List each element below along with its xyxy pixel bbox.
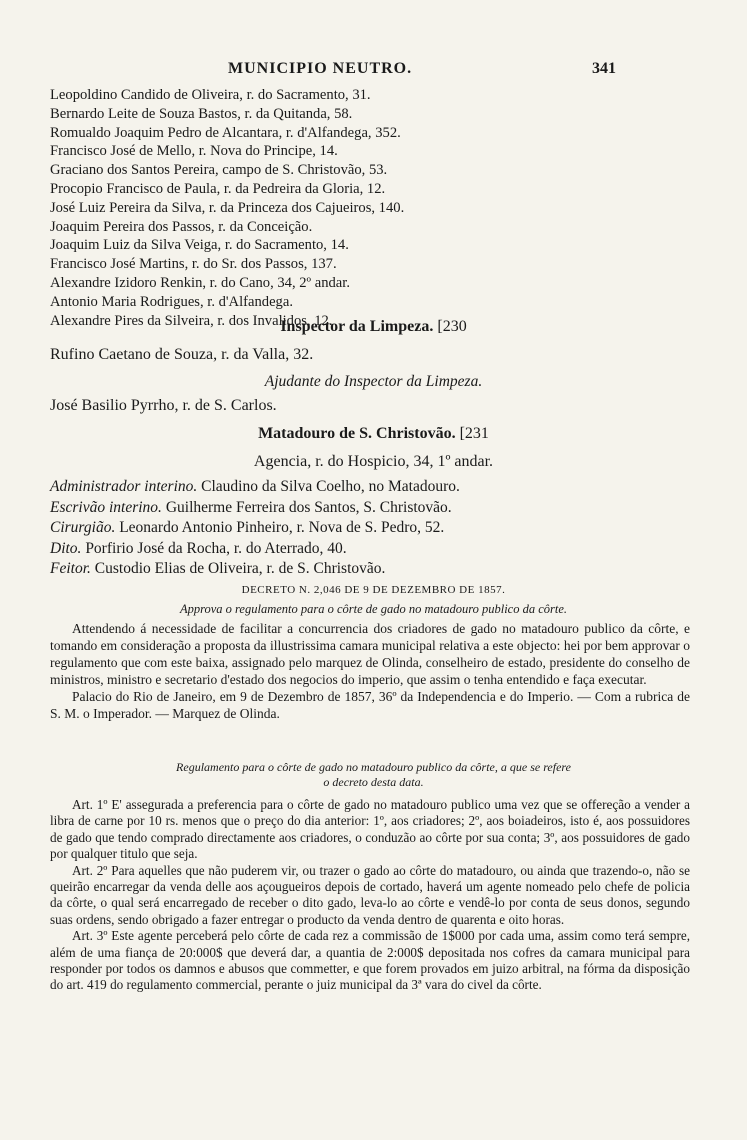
list-item: Joaquim Pereira dos Passos, r. da Conceição. [50, 218, 313, 235]
residents-list [50, 86, 710, 330]
article: Art. 2º Para aquelles que não puderem vir, ou trazer o gado ao côrte do matadouro, ou ainda que trazendo-o, não se queirão encarregar da venda delle aos açougueiros depois de cortado, haverá um agente nomeado pelo chefe de policia da côrte, o qual será encarregado de receber o dito gado, leva-lo ao côrte e vendê-lo por conta de seus donos, segundo suas ordens, sendo obrigado a fazer entregar o producto da venda dentro de quarenta e oito horas. [50, 862, 690, 927]
list-item: Francisco José de Mello, r. Nova do Principe, 14. [50, 143, 338, 160]
list-item: José Luiz Pereira da Silva, r. da Princeza dos Cajueiros, 140. [50, 199, 405, 216]
running-title: MUNICIPIO NEUTRO. [228, 60, 413, 77]
regulamento-title [0, 760, 747, 790]
staff-role: Administrador interino. [50, 478, 198, 495]
staff-list [50, 477, 710, 580]
staff-role: Dito. [50, 539, 82, 557]
staff-text: Claudino da Silva Coelho, no Matadouro. [197, 478, 460, 495]
regulamento-title-line: o decreto desta data. [323, 775, 424, 789]
decreto-title: DECRETO N. 2,046 DE 9 DE DEZEMBRO DE 1857. [241, 584, 506, 596]
staff-row [50, 498, 710, 519]
staff-role: Escrivão interino. [50, 498, 162, 516]
article: Art. 3º Este agente perceberá pelo côrte de cada rez a commissão de 1$000 por cada uma, assim como terá sempre, além de uma fiança de 20:000$ que deverá dar, a quantia de 2:000$ depositada nos cofres da camara municipal para responder por todos os damnos e abusos que commetter, e que forem provados em juizo arbitral, na fórma da disposição do art. 419 do regulamento commercial, perante o juiz municipal da 3ª vara do civel da côrte. [50, 928, 690, 993]
decreto-body [50, 620, 690, 722]
agencia-line: Agencia, r. do Hospicio, 34, 1º andar. [253, 453, 494, 470]
article: Art. 1º E' assegurada a preferencia para o côrte de gado no matadouro publico uma vez que se offereção a vender a libra de carne por 10 rs. menos que o preço do dia anterior: 1º, aos criadores; 2º, aos boiadeiros, isto é, aos possuidores de gado que tendo comprado directamente aos criadores, o conduzão ao côrte por sua conta; 3º, aos possuidores de gado por qualquer titulo que seja. [50, 797, 690, 862]
list-item: Bernardo Leite de Souza Bastos, r. da Quitanda, 58. [50, 105, 353, 122]
staff-role: Cirurgião. [50, 519, 116, 536]
section-ref: [231 [459, 425, 489, 442]
paragraph: Attendendo á necessidade de facilitar a concurrencia dos criadores de gado no matadouro publico da côrte, e tomando em consideração a proposta da illustrissima camara municipal relativa a este objecto: hei por bem approvar o regulamento que com este baixa, assignado pelo marquez de Olinda, conselheiro de estado, presidente do conselho de ministros, ministro e secretario d'estado dos negocios do imperio, que assim o tenha entendido e faça executar. [50, 621, 690, 687]
staff-row [50, 559, 710, 580]
list-item: Antonio Maria Rodrigues, r. d'Alfandega. [50, 293, 293, 310]
list-item: Joaquim Luiz da Silva Veiga, r. do Sacramento, 14. [50, 237, 349, 254]
list-item: Leopoldino Candido de Oliveira, r. do Sacramento, 31. [50, 87, 371, 103]
staff-text: Custodio Elias de Oliveira, r. de S. Christovão. [90, 560, 386, 577]
list-item: Procopio Francisco de Paula, r. da Pedreira da Gloria, 12. [50, 180, 386, 197]
list-item: Romualdo Joaquim Pedro de Alcantara, r. d'Alfandega, 352. [50, 124, 401, 141]
paragraph: Palacio do Rio de Janeiro, em 9 de Dezembro de 1857, 36º da Independencia e do Imperio. — Com a rubrica de S. M. o Imperador. — Marquez de Olinda. [50, 689, 690, 721]
staff-text: Guilherme Ferreira dos Santos, S. Christovão. [161, 498, 452, 516]
list-item: Alexandre Izidoro Renkin, r. do Cano, 34, 2º andar. [50, 274, 350, 291]
section-ref: [230 [437, 318, 467, 335]
staff-row [50, 477, 710, 498]
ajudante-name: José Basilio Pyrrho, r. de S. Carlos. [50, 397, 277, 414]
staff-row [50, 518, 710, 539]
section-title: Inspector da Limpeza. [280, 318, 434, 335]
staff-text: Leonardo Antonio Pinheiro, r. Nova de S. Pedro, 52. [115, 519, 445, 536]
list-item: Graciano dos Santos Pereira, campo de S. Christovão, 53. [50, 162, 388, 179]
staff-row [50, 539, 710, 560]
regulamento-articles [50, 797, 690, 994]
decreto-summary: Approva o regulamento para o côrte de gado no matadouro publico da côrte. [179, 602, 568, 616]
page-number: 341 [592, 60, 616, 77]
list-item: Francisco José Martins, r. do Sr. dos Passos, 137. [50, 256, 337, 273]
matadouro-heading [0, 425, 747, 443]
page-header [0, 60, 747, 82]
staff-role: Feitor. [50, 560, 91, 577]
inspector-heading [0, 318, 747, 336]
ajudante-heading: Ajudante do Inspector da Limpeza. [264, 373, 483, 390]
list-item: Alexandre Pires da Silveira, r. dos Invalidos, 12. [50, 312, 333, 329]
section-title: Matadouro de S. Christovão. [258, 425, 456, 442]
staff-text: Porfirio José da Rocha, r. do Aterrado, 40. [81, 539, 347, 557]
inspector-name: Rufino Caetano de Souza, r. da Valla, 32. [50, 346, 314, 363]
regulamento-title-line: Regulamento para o côrte de gado no matadouro publico da côrte, a que se refere [176, 760, 571, 774]
